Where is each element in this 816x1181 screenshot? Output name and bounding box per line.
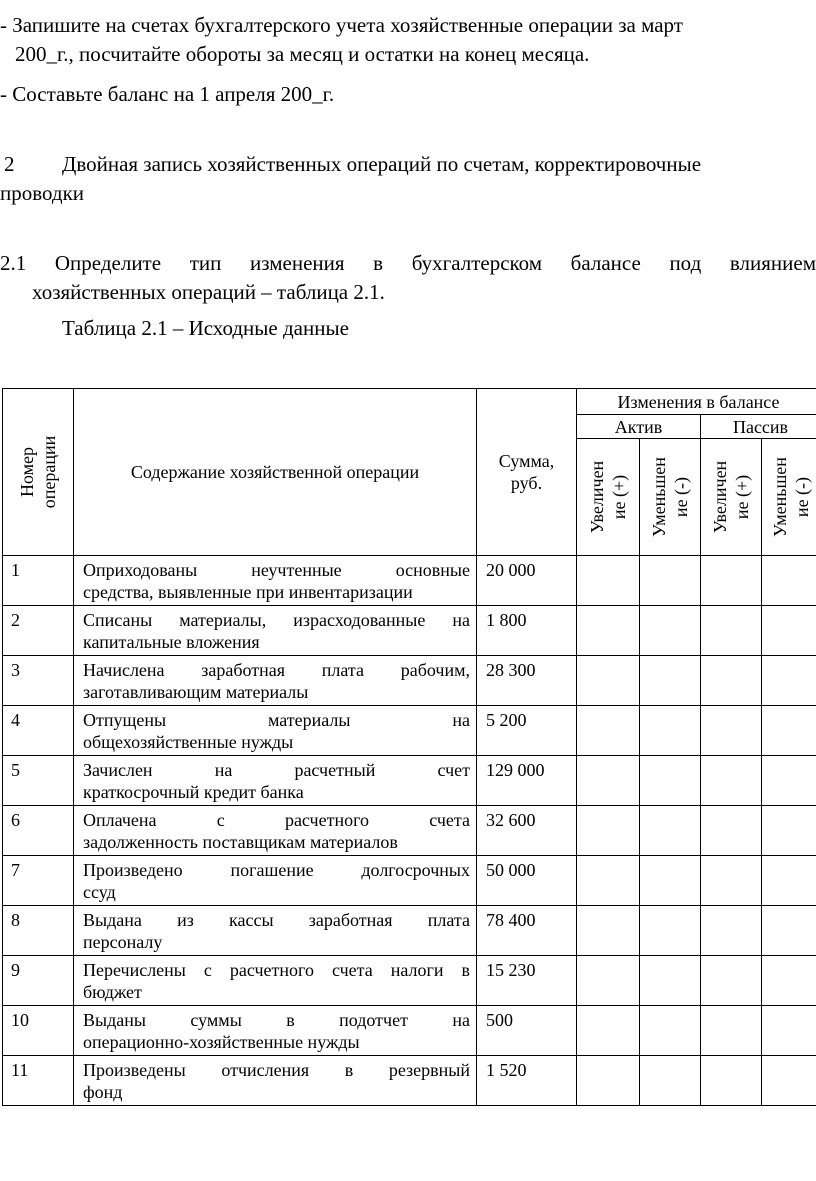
active-increase-cell[interactable] xyxy=(577,806,640,856)
row-description-line: капитальные вложения xyxy=(83,632,260,652)
active-decrease-cell[interactable] xyxy=(640,706,701,756)
active-decrease-cell[interactable] xyxy=(640,556,701,606)
row-description-line: общехозяйственные нужды xyxy=(83,732,294,752)
active-increase-cell[interactable] xyxy=(577,1056,640,1106)
row-description xyxy=(74,706,477,756)
row-description xyxy=(74,1006,477,1056)
row-description-line: Произведено погашение долгосрочных xyxy=(83,860,470,880)
passive-increase-cell[interactable] xyxy=(701,756,762,806)
row-number: 4 xyxy=(3,706,74,756)
row-description-line: средства, выявленные при инвентаризации xyxy=(83,582,413,602)
passive-decrease-cell[interactable] xyxy=(762,556,816,606)
passive-increase-cell[interactable] xyxy=(701,806,762,856)
table-row xyxy=(3,656,816,706)
row-description-line: Выданы суммы в подотчет на xyxy=(83,1010,470,1030)
section-2-1-text: 2.1 Определите тип изменения в бухгалтерском балансе под влиянием xyxy=(0,251,816,275)
row-description-line: Перечислены с расчетного счета налоги в xyxy=(83,960,470,980)
passive-decrease-cell[interactable] xyxy=(762,856,816,906)
section-2-title: Двойная запись хозяйственных операций по счетам, корректировочные xyxy=(62,152,702,176)
row-sum: 20 000 xyxy=(477,556,577,606)
active-decrease-cell[interactable] xyxy=(640,906,701,956)
table-row xyxy=(3,856,816,906)
row-description-line: Отпущены материалы на xyxy=(83,710,470,730)
row-description-line: Оприходованы неучтенные основные xyxy=(83,560,470,580)
passive-increase-cell[interactable] xyxy=(701,706,762,756)
passive-increase-cell[interactable] xyxy=(701,606,762,656)
active-decrease-cell[interactable] xyxy=(640,856,701,906)
passive-decrease-cell[interactable] xyxy=(762,706,816,756)
active-decrease-cell[interactable] xyxy=(640,756,701,806)
row-sum: 28 300 xyxy=(477,656,577,706)
table-row xyxy=(3,706,816,756)
row-description-line: Произведены отчисления в резервный xyxy=(83,1060,470,1080)
row-description xyxy=(74,556,477,606)
row-number: 5 xyxy=(3,756,74,806)
table-caption: Таблица 2.1 – Исходные данные xyxy=(62,316,349,340)
passive-decrease-cell[interactable] xyxy=(762,906,816,956)
passive-increase-cell[interactable] xyxy=(701,1006,762,1056)
passive-increase-cell[interactable] xyxy=(701,1056,762,1106)
active-increase-cell[interactable] xyxy=(577,606,640,656)
row-description xyxy=(74,1056,477,1106)
header-operation-content: Содержание хозяйственной операции xyxy=(74,389,477,556)
row-sum: 78 400 xyxy=(477,906,577,956)
table-row xyxy=(3,956,816,1006)
passive-increase-cell[interactable] xyxy=(701,856,762,906)
row-description-line: Списаны материалы, израсходованные на xyxy=(83,610,470,630)
active-decrease-cell[interactable] xyxy=(640,606,701,656)
active-decrease-cell[interactable] xyxy=(640,1006,701,1056)
row-number: 2 xyxy=(3,606,74,656)
active-increase-cell[interactable] xyxy=(577,556,640,606)
passive-decrease-cell[interactable] xyxy=(762,606,816,656)
row-description-line: бюджет xyxy=(83,982,142,1002)
header-passive: Пассив xyxy=(701,415,816,439)
passive-decrease-cell[interactable] xyxy=(762,806,816,856)
header-balance-changes: Изменения в балансе xyxy=(577,389,816,415)
row-description xyxy=(74,606,477,656)
row-description xyxy=(74,906,477,956)
instruction-2: - Составьте баланс на 1 апреля 200_г. xyxy=(0,82,335,106)
passive-increase-cell[interactable] xyxy=(701,906,762,956)
active-decrease-cell[interactable] xyxy=(640,656,701,706)
active-decrease-cell[interactable] xyxy=(640,956,701,1006)
passive-decrease-cell[interactable] xyxy=(762,656,816,706)
operations-table xyxy=(2,388,816,1106)
row-sum: 129 000 xyxy=(477,756,577,806)
active-decrease-cell[interactable] xyxy=(640,806,701,856)
operations-rows xyxy=(3,556,816,1106)
section-2-number: 2 xyxy=(4,152,15,176)
row-description-line: персоналу xyxy=(83,932,163,952)
row-description-line: Оплачена с расчетного счета xyxy=(83,810,470,830)
row-sum: 32 600 xyxy=(477,806,577,856)
table-row xyxy=(3,1006,816,1056)
header-active-increase: Увеличен ие (+) xyxy=(577,439,640,556)
table-row xyxy=(3,806,816,856)
table-row xyxy=(3,1056,816,1106)
row-description xyxy=(74,756,477,806)
row-description xyxy=(74,956,477,1006)
header-active: Актив xyxy=(577,415,701,439)
header-operation-number: Номер операции xyxy=(3,389,74,556)
header-passive-increase: Увеличен ие (+) xyxy=(701,439,762,556)
row-number: 7 xyxy=(3,856,74,906)
row-number: 11 xyxy=(3,1056,74,1106)
row-description-line: фонд xyxy=(83,1082,123,1102)
row-number: 3 xyxy=(3,656,74,706)
active-increase-cell[interactable] xyxy=(577,756,640,806)
table-row xyxy=(3,906,816,956)
row-description xyxy=(74,656,477,706)
row-number: 6 xyxy=(3,806,74,856)
active-increase-cell[interactable] xyxy=(577,906,640,956)
row-sum: 1 800 xyxy=(477,606,577,656)
passive-decrease-cell[interactable] xyxy=(762,1056,816,1106)
row-description xyxy=(74,806,477,856)
active-increase-cell[interactable] xyxy=(577,706,640,756)
table-row xyxy=(3,606,816,656)
passive-decrease-cell[interactable] xyxy=(762,1006,816,1056)
passive-increase-cell[interactable] xyxy=(701,656,762,706)
active-increase-cell[interactable] xyxy=(577,656,640,706)
row-number: 10 xyxy=(3,1006,74,1056)
row-description-line: Зачислен на расчетный счет xyxy=(83,760,470,780)
active-decrease-cell[interactable] xyxy=(640,1056,701,1106)
row-sum: 500 xyxy=(477,1006,577,1056)
passive-decrease-cell[interactable] xyxy=(762,756,816,806)
row-description-line: операционно-хозяйственные нужды xyxy=(83,1032,360,1052)
passive-increase-cell[interactable] xyxy=(701,556,762,606)
row-sum: 5 200 xyxy=(477,706,577,756)
row-description xyxy=(74,856,477,906)
row-sum: 15 230 xyxy=(477,956,577,1006)
header-passive-decrease: Уменьшен ие (-) xyxy=(762,439,816,556)
header-active-decrease: Уменьшен ие (-) xyxy=(640,439,701,556)
row-description-line: Начислена заработная плата рабочим, xyxy=(83,660,470,680)
table-row xyxy=(3,756,816,806)
row-description-line: заготавливающим материалы xyxy=(83,682,309,702)
instruction-1: - Запишите на счетах бухгалтерского учета хозяйственные операции за март xyxy=(0,13,683,37)
row-sum: 1 520 xyxy=(477,1056,577,1106)
row-sum: 50 000 xyxy=(477,856,577,906)
active-increase-cell[interactable] xyxy=(577,1006,640,1056)
row-description-line: ссуд xyxy=(83,882,116,902)
passive-decrease-cell[interactable] xyxy=(762,956,816,1006)
active-increase-cell[interactable] xyxy=(577,956,640,1006)
row-number: 9 xyxy=(3,956,74,1006)
section-2-title-continued: проводки xyxy=(0,181,85,205)
header-sum: Сумма, руб. xyxy=(477,389,577,556)
instruction-1-continued: 200_г., посчитайте обороты за месяц и остатки на конец месяца. xyxy=(15,42,590,66)
row-number: 1 xyxy=(3,556,74,606)
row-number: 8 xyxy=(3,906,74,956)
row-description-line: задолженность поставщикам материалов xyxy=(83,832,398,852)
table-row xyxy=(3,556,816,606)
active-increase-cell[interactable] xyxy=(577,856,640,906)
passive-increase-cell[interactable] xyxy=(701,956,762,1006)
row-description-line: краткосрочный кредит банка xyxy=(83,782,304,802)
row-description-line: Выдана из кассы заработная плата xyxy=(83,910,470,930)
section-2-1-text-continued: хозяйственных операций – таблица 2.1. xyxy=(32,280,385,304)
